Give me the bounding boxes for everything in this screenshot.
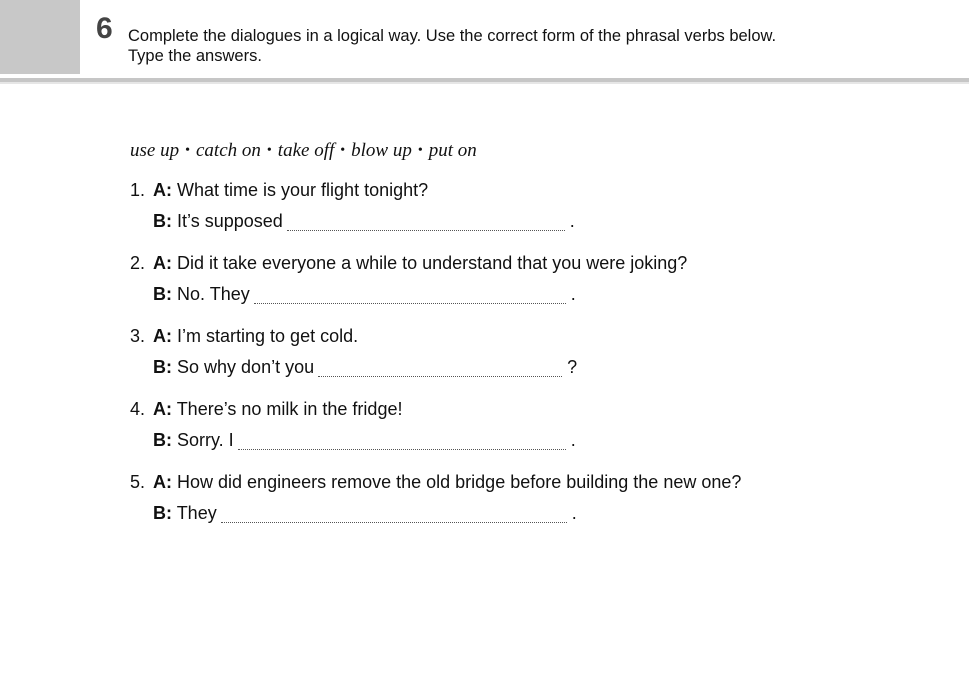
end-punctuation: . [571, 503, 577, 523]
item-number: 4. [130, 399, 146, 419]
instruction-line-2: Type the answers. [128, 47, 262, 65]
end-punctuation: ? [567, 357, 578, 377]
answer-input-4[interactable] [238, 435, 566, 450]
exercise-header [0, 0, 969, 78]
speaker-a-text: Did it take everyone a while to understand that you were joking? [177, 253, 688, 273]
speaker-b-label: B: [153, 430, 172, 450]
speaker-a-label: A: [153, 180, 172, 200]
end-punctuation: . [570, 284, 576, 304]
speaker-a-text: There’s no milk in the fridge! [176, 399, 403, 419]
header-divider-shadow [0, 82, 969, 84]
speaker-b-label: B: [153, 357, 172, 377]
speaker-a-text: I’m starting to get cold. [177, 326, 359, 346]
exercise-number: 6 [96, 12, 113, 45]
item-number: 3. [130, 326, 146, 346]
speaker-b-label: B: [153, 211, 172, 231]
speaker-a-text: How did engineers remove the old bridge before building the new one? [177, 472, 742, 492]
instruction-line-1: Complete the dialogues in a logical way. Use the correct form of the phrasal verbs below. [128, 27, 777, 45]
answer-input-3[interactable] [318, 362, 562, 377]
word-separator: • [266, 143, 272, 158]
exercise-instructions [128, 26, 928, 66]
speaker-a-label: A: [153, 326, 172, 346]
header-accent-block [0, 0, 80, 74]
answer-input-5[interactable] [221, 508, 567, 523]
speaker-b-text: They [176, 503, 217, 523]
word-separator: • [185, 143, 190, 158]
speaker-a-label: A: [153, 253, 172, 273]
answer-input-2[interactable] [254, 289, 566, 304]
item-number: 1. [130, 180, 146, 200]
speaker-b-text: Sorry. I [177, 430, 234, 450]
speaker-a-text: What time is your flight tonight? [177, 180, 429, 200]
item-number: 5. [130, 472, 146, 492]
item-number: 2. [130, 253, 146, 273]
word-separator: • [417, 143, 423, 158]
speaker-b-text: No. They [177, 284, 250, 304]
end-punctuation: . [570, 430, 576, 450]
word-option: blow up [351, 140, 412, 161]
speaker-b-label: B: [153, 284, 172, 304]
word-option: take off [277, 140, 335, 161]
speaker-a-label: A: [153, 472, 172, 492]
word-option: put on [428, 140, 477, 161]
word-option: use up [130, 140, 180, 161]
word-separator: • [340, 143, 346, 158]
speaker-b-text: It’s supposed [177, 211, 283, 231]
speaker-b-text: So why don’t you [177, 357, 315, 377]
phrasal-verb-word-box [130, 140, 477, 162]
answer-input-1[interactable] [287, 216, 565, 231]
word-option: catch on [195, 140, 261, 161]
speaker-b-label: B: [153, 503, 172, 523]
speaker-a-label: A: [153, 399, 172, 419]
end-punctuation: . [569, 211, 575, 231]
